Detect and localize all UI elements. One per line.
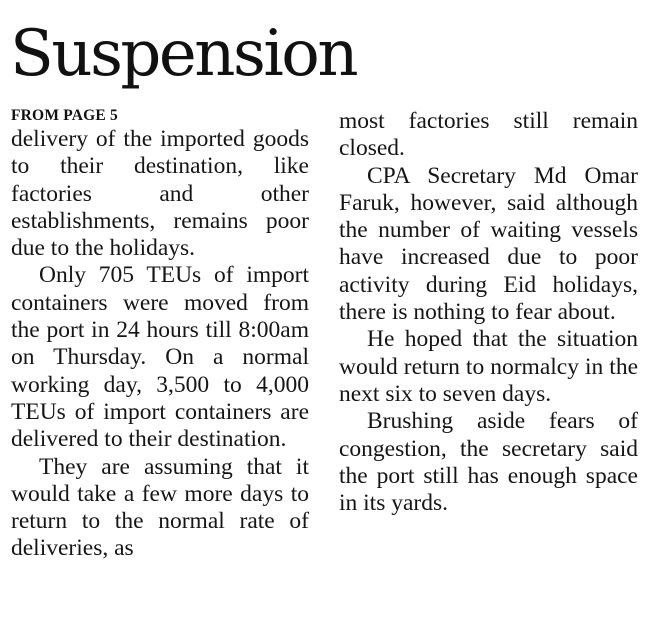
column-gutter — [324, 110, 325, 600]
left-column — [11, 106, 309, 563]
paragraph-continued: most factories still remain closed. — [339, 108, 638, 162]
headline: Suspension — [10, 17, 357, 91]
paragraph: They are assuming that it would take a few more days to return to the normal rate of deliveries, as — [11, 453, 309, 562]
right-column — [339, 108, 638, 517]
jump-label: FROM PAGE 5 — [11, 107, 118, 124]
paragraph: CPA Secretary Md Omar Faruk, however, said although the number of waiting vessels have increased due to poor activity during Eid holidays, there is nothing to fear about. — [339, 162, 638, 326]
paragraph: Brushing aside fears of congestion, the secretary said the port still has enough space in its yards. — [339, 408, 638, 517]
paragraph: He hoped that the situation would return to normalcy in the next six to seven days. — [339, 326, 638, 407]
paragraph: Only 705 TEUs of import containers were moved from the port in 24 hours till 8:00am on Thursday. On a normal working day, 3,500 to 4,000 TEUs of import containers are delivered to their destination. — [11, 262, 309, 453]
paragraph-continued: delivery of the imported goods to their destination, like factories and other establishments, remains poor due to the holidays. — [11, 126, 309, 262]
